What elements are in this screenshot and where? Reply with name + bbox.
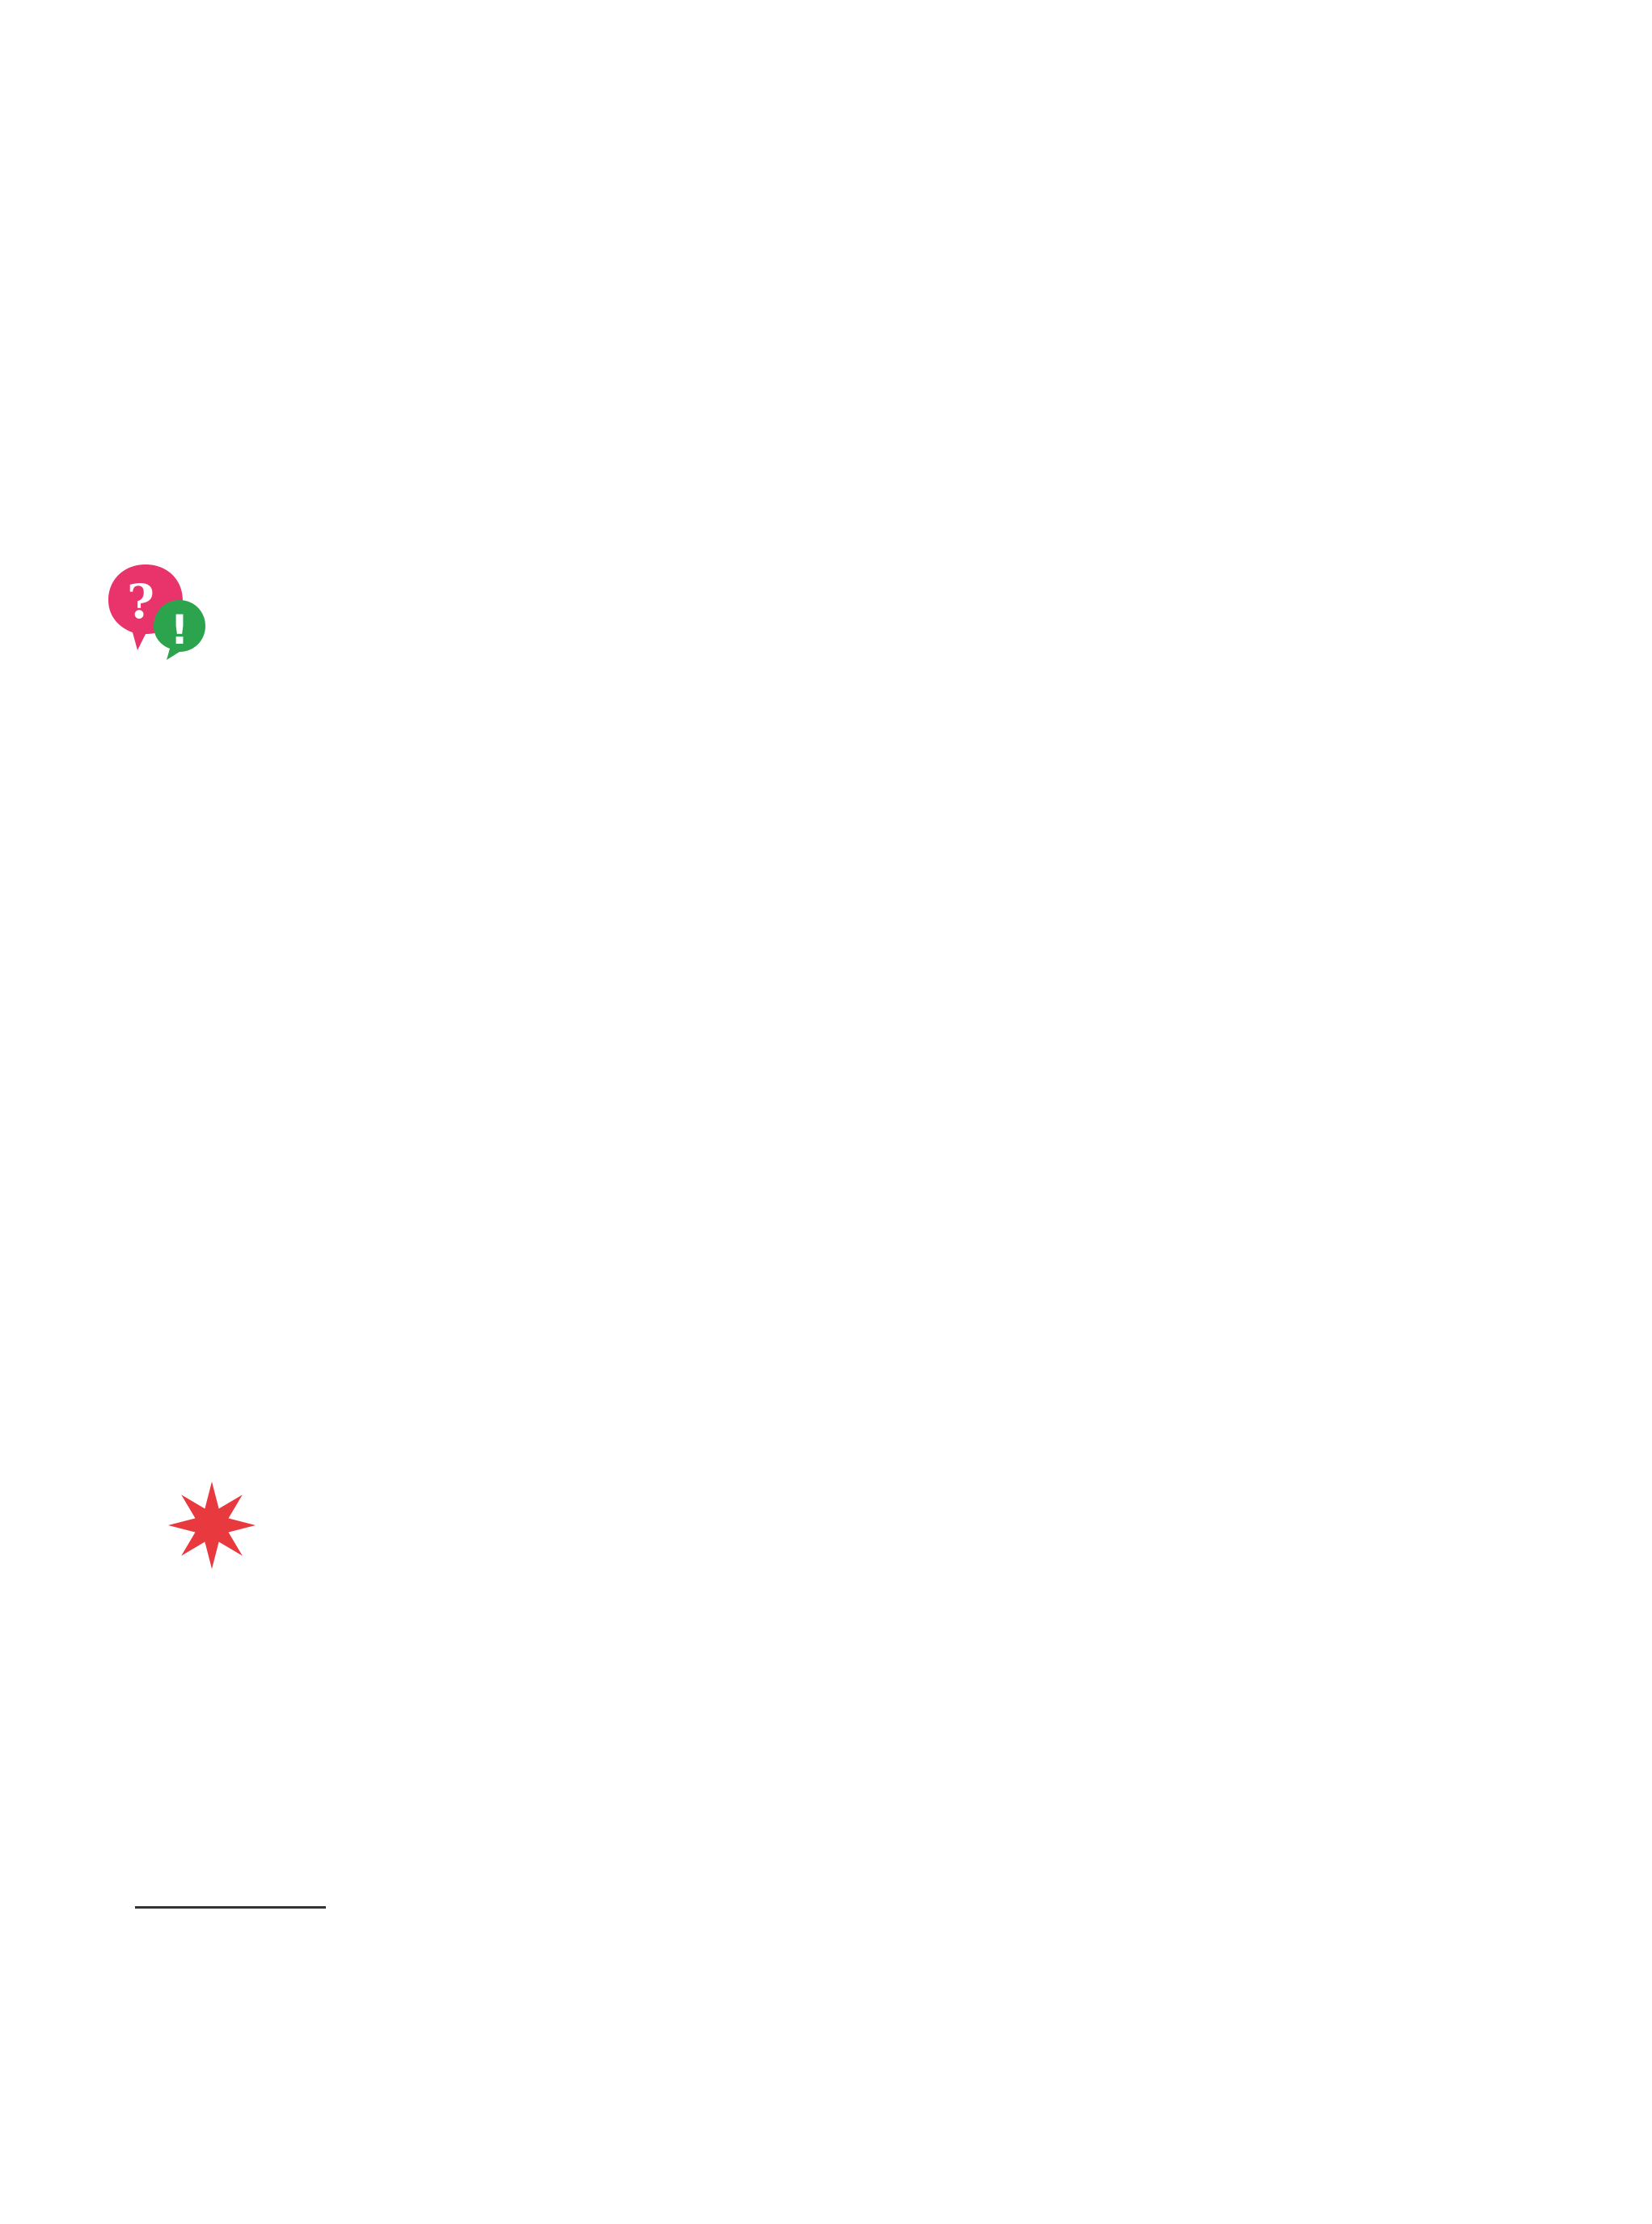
svg-text:?: ? xyxy=(127,574,154,629)
red-star-icon xyxy=(168,1482,256,1569)
svg-text:!: ! xyxy=(170,607,189,653)
question-exclamation-bubbles-icon xyxy=(105,560,210,661)
footnote xyxy=(212,1925,226,1981)
footnote-divider xyxy=(135,1906,326,1909)
